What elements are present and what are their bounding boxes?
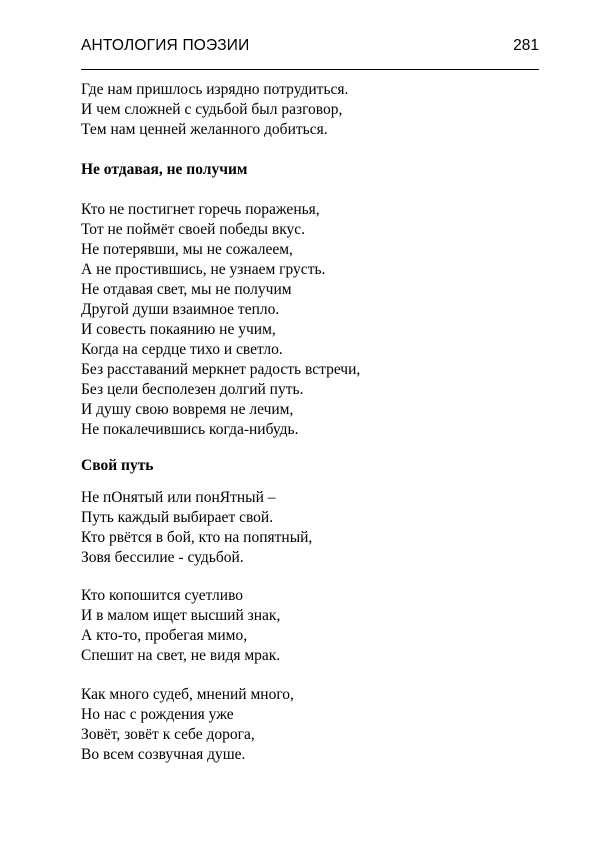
intro-stanza	[81, 80, 551, 140]
poem-line: Не отдавая свет, мы не получим	[81, 281, 292, 298]
poem-title: Свой путь	[81, 457, 154, 474]
poem-line: Как много судеб, мнений много,	[81, 686, 294, 703]
page-number: 281	[513, 37, 539, 54]
poem-line: Тот не поймёт своей победы вкус.	[81, 221, 306, 238]
poem-line: Зовёт, зовёт к себе дорога,	[81, 726, 255, 743]
poem-1-body	[81, 200, 551, 440]
poem-2-stanza-1	[81, 488, 551, 568]
poem-line: И душу свою вовремя не лечим,	[81, 401, 294, 418]
poem-line: Кто рвётся в бой, кто на попятный,	[81, 529, 313, 546]
poem-line: Путь каждый выбирает свой.	[81, 509, 274, 526]
poem-line: Когда на сердце тихо и светло.	[81, 341, 283, 358]
poem-line: Без расставаний меркнет радость встречи,	[81, 361, 361, 378]
poem-line: И совесть покаянию не учим,	[81, 321, 276, 338]
poem-line: Где нам пришлось изрядно потрудиться.	[81, 81, 349, 98]
poem-line: Но нас с рождения уже	[81, 706, 234, 723]
poem-line: Без цели бесполезен долгий путь.	[81, 381, 304, 398]
poem-line: Не пОнятый или понЯтный –	[81, 489, 276, 506]
poem-line: А не простившись, не узнаем грусть.	[81, 261, 326, 278]
poem-line: И в малом ищет высший знак,	[81, 607, 281, 624]
poem-line: Другой души взаимное тепло.	[81, 301, 280, 318]
poem-line: Зовя бессилие - судьбой.	[81, 549, 244, 566]
poem-line: Кто не постигнет горечь пораженья,	[81, 201, 320, 218]
poem-line: Кто копошится суетливо	[81, 587, 244, 604]
book-title: АНТОЛОГИЯ ПОЭЗИИ	[81, 37, 250, 54]
poem-line: Тем нам ценней желанного добиться.	[81, 121, 328, 138]
poem-2-stanza-3	[81, 685, 551, 765]
poem-2-stanza-2	[81, 586, 551, 666]
poem-line: Во всем созвучная душе.	[81, 746, 246, 763]
header-rule	[81, 69, 539, 70]
poem-line: А кто-то, пробегая мимо,	[81, 627, 248, 644]
poem-line: Не покалечившись когда-нибудь.	[81, 421, 299, 438]
poem-line: Не потерявши, мы не сожалеем,	[81, 241, 293, 258]
poem-line: Спешит на свет, не видя мрак.	[81, 647, 281, 664]
poem-title: Не отдавая, не получим	[81, 161, 248, 178]
poem-line: И чем сложней с судьбой был разговор,	[81, 101, 343, 118]
